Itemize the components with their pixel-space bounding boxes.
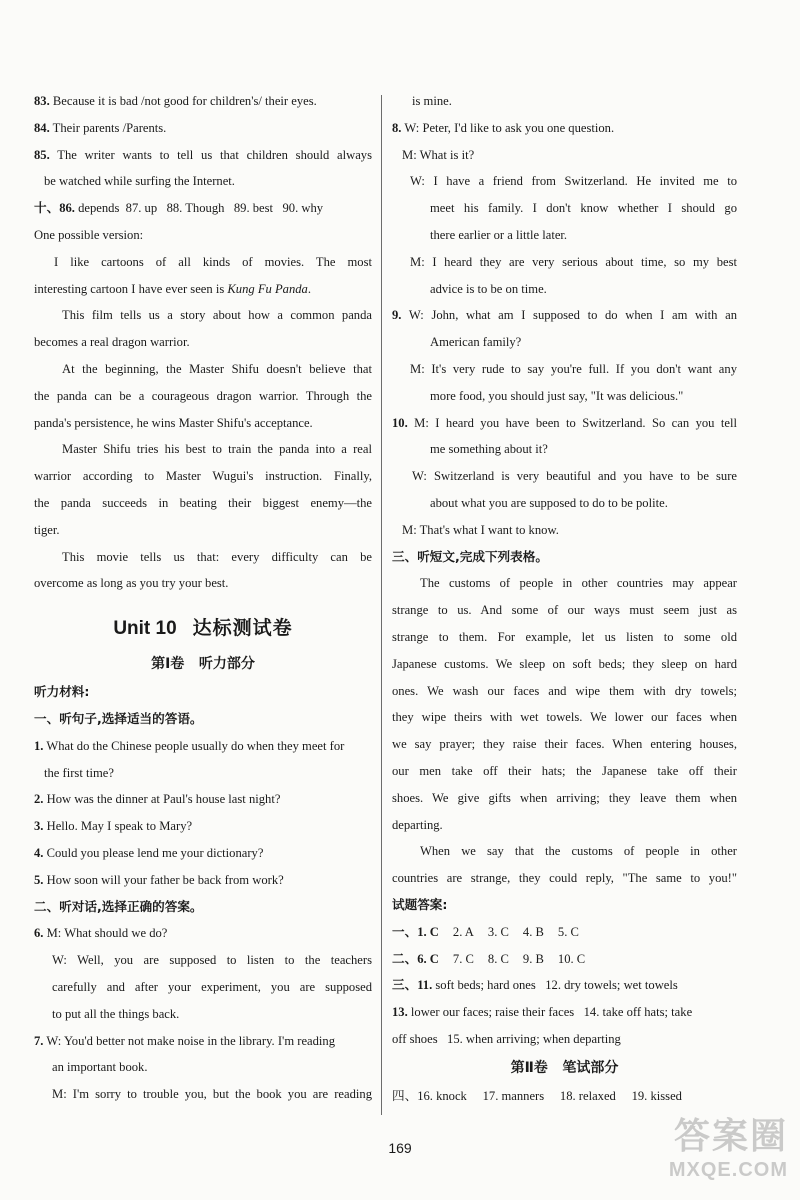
passage-line: countries are strange, they could reply, "The same to you!": [392, 871, 737, 886]
dialogue-line: is mine.: [412, 94, 452, 108]
watermark-text: 答案圈: [673, 1116, 788, 1157]
essay-line: the panda succeeds in beating their biggest enemy—the: [34, 495, 372, 510]
answer-line: 84. Their parents /Parents.: [34, 120, 167, 135]
left-column: [34, 88, 372, 1108]
answer-line: 三、11. soft beds; hard ones 12. dry towels; wet towels: [392, 978, 678, 993]
passage-line: strange to them. For example, let us listen to some old: [392, 629, 737, 644]
dialogue-line: there earlier or a little later.: [430, 227, 568, 242]
answer-line: 十、86. depends 87. up 88. Though 89. best 90. why: [34, 201, 324, 216]
dialogue-line: 6. M: What should we do?: [34, 926, 168, 941]
essay-line: This film tells us a story about how a common panda: [62, 308, 372, 323]
column-divider: [381, 95, 382, 1115]
essay-line: warrior according to Master Wugui's instruction. Finally,: [34, 469, 372, 484]
dialogue-line: 9. W: John, what am I supposed to do when I am with an: [392, 308, 737, 323]
answer-line: 83. Because it is bad /not good for children's/ their eyes.: [34, 94, 317, 108]
watermark-url: MXQE.COM: [668, 1159, 788, 1181]
essay-line: tiger.: [34, 522, 60, 537]
essay-line: At the beginning, the Master Shifu doesn't believe that: [62, 361, 372, 376]
answer-line: 二、6. C 7. C 8. C 9. B 10. C: [392, 951, 586, 966]
question-line: 4. Could you please lend me your dictionary?: [34, 845, 264, 860]
passage-line: Japanese customs. We sleep on soft beds; they sleep on hard: [392, 656, 737, 671]
part-label: 一、听句子,选择适当的答语。: [34, 710, 203, 726]
dialogue-line: M: I'm sorry to trouble you, but the book you are reading: [52, 1087, 372, 1102]
essay-line: This movie tells us that: every difficulty can be: [62, 549, 372, 564]
essay-heading: One possible version:: [34, 227, 144, 242]
passage-line: When we say that the customs of people in other: [420, 844, 737, 859]
dialogue-line: more food, you should just say, "It was delicious.": [430, 388, 684, 403]
answer-line: 一、1. C 2. A 3. C 4. B 5. C: [392, 924, 579, 939]
essay-line: overcome as long as you try your best.: [34, 576, 229, 591]
dialogue-line: me something about it?: [430, 442, 548, 457]
unit-title: Unit 10 达标测试卷: [113, 618, 293, 640]
answer-line: 85. The writer wants to tell us that children should always: [34, 147, 372, 162]
essay-line: Master Shifu tries his best to train the panda into a real: [62, 442, 372, 457]
answer-line: be watched while surfing the Internet.: [44, 174, 235, 189]
passage-line: they wipe theirs with wet towels. We lower our faces when: [392, 710, 737, 725]
part-label: 三、听短文,完成下列表格。: [392, 548, 548, 564]
question-line: 1. What do the Chinese people usually do when they meet for: [34, 738, 345, 753]
dialogue-line: to put all the things back.: [52, 1006, 180, 1021]
essay-line: I like cartoons of all kinds of movies. The most: [54, 254, 372, 269]
dialogue-line: M: It's very rude to say you're full. If you don't want any: [410, 361, 737, 376]
passage-line: The customs of people in other countries may appear: [420, 576, 737, 591]
question-line: the first time?: [44, 765, 114, 780]
answer-line: 四、16. knock 17. manners 18. relaxed 19. kissed: [392, 1088, 682, 1103]
section-title: 第Ⅰ卷 听力部分: [151, 656, 255, 673]
answers-label: 试题答案:: [392, 896, 448, 912]
dialogue-line: W: Well, you are supposed to listen to the teachers: [52, 953, 372, 968]
dialogue-line: 8. W: Peter, I'd like to ask you one question.: [392, 120, 615, 135]
dialogue-line: an important book.: [52, 1060, 148, 1075]
dialogue-line: 7. W: You'd better not make noise in the library. I'm reading: [34, 1033, 336, 1048]
answer-line: 13. lower our faces; raise their faces 14. take off hats; take: [392, 1005, 693, 1020]
dialogue-line: W: Switzerland is very beautiful and you have to be sure: [412, 469, 737, 484]
dialogue-line: carefully and after your experiment, you are supposed: [52, 979, 372, 994]
essay-line: becomes a real dragon warrior.: [34, 335, 190, 350]
dialogue-line: meet his family. I don't know whether I should go: [430, 201, 737, 216]
material-label: 听力材料:: [34, 684, 90, 700]
right-column: [392, 88, 737, 1109]
dialogue-line: M: What is it?: [402, 147, 475, 162]
passage-line: strange to us. And some of our ways must seem just as: [392, 603, 737, 618]
dialogue-line: advice is to be on time.: [430, 281, 547, 296]
answer-line: off shoes 15. when arriving; when departing: [392, 1031, 621, 1046]
part-label: 二、听对话,选择正确的答案。: [34, 898, 203, 914]
dialogue-line: American family?: [430, 335, 522, 350]
dialogue-line: M: I heard they are very serious about time, so my best: [410, 254, 737, 269]
question-line: 2. How was the dinner at Paul's house last night?: [34, 792, 281, 807]
dialogue-line: about what you are supposed to do to be polite.: [430, 495, 668, 510]
passage-line: we say prayer; they raise their faces. When entering houses,: [392, 737, 737, 752]
movie-title: Kung Fu Panda: [227, 281, 308, 296]
passage-line: our men take off their hats; the Japanese take off their: [392, 763, 737, 778]
page-number: 169: [388, 1140, 412, 1156]
passage-line: ones. We wash our faces and wipe them with dry towels;: [392, 683, 737, 698]
dialogue-line: 10. M: I heard you have been to Switzerland. So can you tell: [392, 415, 737, 430]
essay-line: interesting cartoon I have ever seen is Kung Fu Panda.: [34, 281, 312, 296]
question-line: 3. Hello. May I speak to Mary?: [34, 819, 193, 834]
essay-line: panda's persistence, he wins Master Shifu's acceptance.: [34, 415, 313, 430]
dialogue-line: M: That's what I want to know.: [402, 522, 559, 537]
section-title: 第Ⅱ卷 笔试部分: [510, 1059, 619, 1076]
question-line: 5. How soon will your father be back from work?: [34, 872, 284, 887]
dialogue-line: W: I have a friend from Switzerland. He invited me to: [410, 174, 737, 189]
passage-line: departing.: [392, 817, 443, 832]
watermark-logo: [669, 1108, 788, 1182]
passage-line: shoes. We give gifts when arriving; they leave them when: [392, 790, 737, 805]
essay-line: the panda can be a courageous dragon warrior. Through the: [34, 388, 372, 403]
